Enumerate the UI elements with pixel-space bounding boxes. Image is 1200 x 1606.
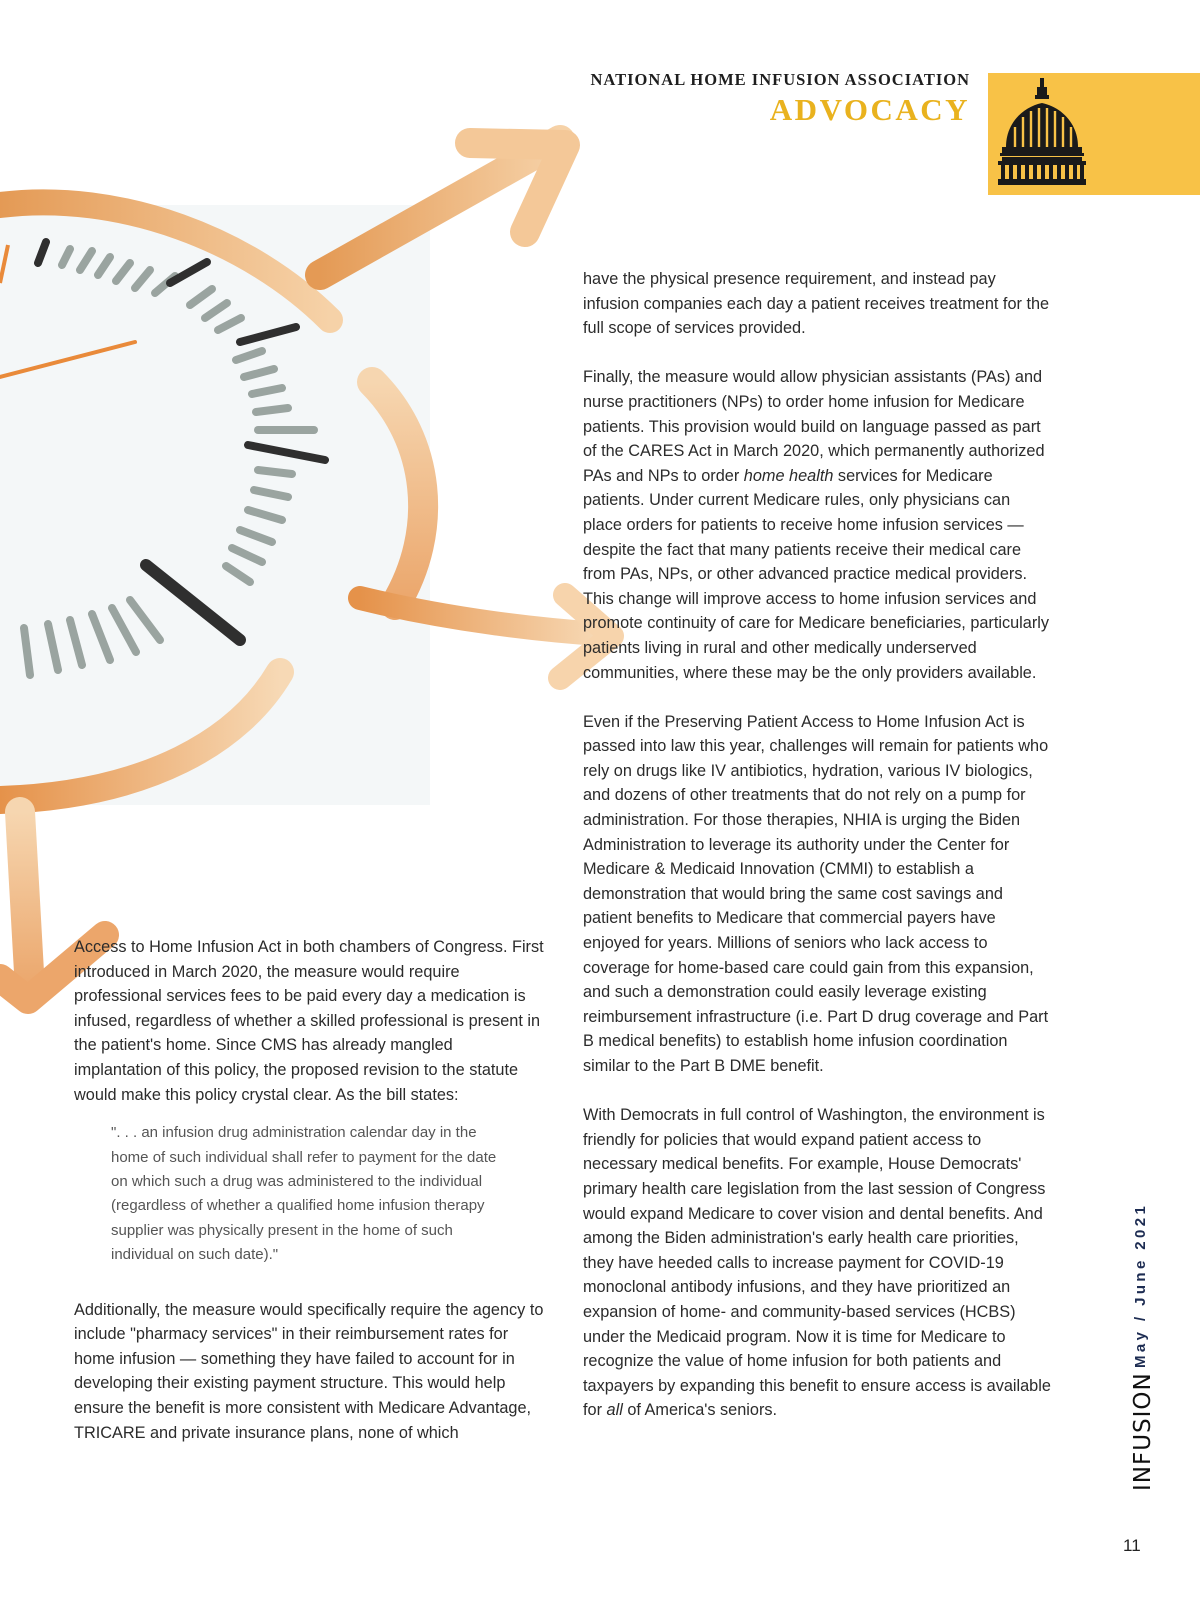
paragraph-text: of America's seniors. [622,1401,778,1420]
paragraph [583,365,1053,685]
section-title: ADVOCACY [769,92,970,127]
organization-name: NATIONAL HOME INFUSION ASSOCIATION [590,70,970,89]
paragraph [583,1103,1053,1423]
paragraph-text: services for Medicare patients. Under current Medicare rules, only physicians can place orders for patients to receive home infusion services — despite the fact that many patients receive their medical care from PAs, NPs, or other advanced practice medical providers. This change will improve access to home infusion services and promote continuity of care for Medicare beneficiaries, particularly patients living in rural and other medically underserved communities, where these may be the only providers available. [583,466,1050,682]
paragraph: Even if the Preserving Patient Access to Home Infusion Act is passed into law this year, challenges will remain for patients who rely on drugs like IV antibiotics, hydration, various IV biologics, and dozens of other treatments that do not rely on a pump for administration. For those therapies, NHIA is urging the Biden Administration to leverage its authority under the Center for Medicare & Medicaid Innovation (CMMI) to establish a demonstration that would bring the same cost savings and patient benefits to Medicare that commercial payers have enjoyed for years. Millions of seniors who lack access to coverage for home-based care could gain from this expansion, and such a demonstration could easily leverage existing reimbursement infrastructure (i.e. Part D drug coverage and Part B medical benefits) to establish home infusion coordination similar to the Part B DME benefit. [583,712,1049,1075]
emphasis-text: all [606,1401,623,1420]
emphasis-text: home health [743,466,834,485]
paragraph: have the physical presence requirement, and instead pay infusion companies each day a patient receives treatment for the full scope of services provided. [583,270,1050,338]
paragraph: Access to Home Infusion Act in both chambers of Congress. First introduced in March 2020, the measure would require professional services fees to be paid every day a medication is infused, regardless of whether a skilled professional is present in the patient's home. Since CMS has already mangled implantation of this policy, the proposed revision to the statute would make this policy crystal clear. As the bill states: [74,938,544,1104]
paragraph-text: With Democrats in full control of Washington, the environment is friendly for policies that would expand patient access to necessary medical benefits. For example, House Democrats' primary health care legislation from the last session of Congress would expand Medicare to cover vision and dental benefits. And among the Biden administration's early health care priorities, they have heeded calls to increase payment for COVID-19 monoclonal antibody infusions, and they have prioritized an expansion of home- and community-based services (HCBS) under the Medicaid program. Now it is time for Medicare to recognize the value of home infusion for both patients and taxpayers by expanding this benefit to ensure access is available for [583,1106,1051,1420]
capitol-dome-icon [988,73,1200,195]
article-right-column [583,267,1053,1423]
page-number: 11 [1123,1536,1141,1555]
bill-quote: ". . . an infusion drug administration calendar day in the home of such individual shall refer to payment for the date on which such a drug was administered to the individual (regardless of whether a qualified home infusion therapy supplier was physically present in the home of such individual on such date)." [111,1124,497,1264]
section-icon-box [988,73,1200,195]
paragraph: Additionally, the measure would specifically require the agency to include "pharmacy services" in their reimbursement rates for home infusion — something they have failed to account for in developing their existing payment structure. This would help ensure the benefit is more consistent with Medicare Advantage, TRICARE and private insurance plans, none of which [74,1300,544,1442]
article-left-column [74,935,544,1445]
issue-date: May / June 2021 [1132,1202,1149,1368]
paragraph-text: Finally, the measure would allow physician assistants (PAs) and nurse practitioners (NPs) to order home infusion for Medicare patients. This provision would build on language passed as part of the CARES Act in March 2020, which permanently authorized PAs and NPs to order [583,368,1045,485]
magazine-logo: INFUSION [1130,1372,1156,1491]
